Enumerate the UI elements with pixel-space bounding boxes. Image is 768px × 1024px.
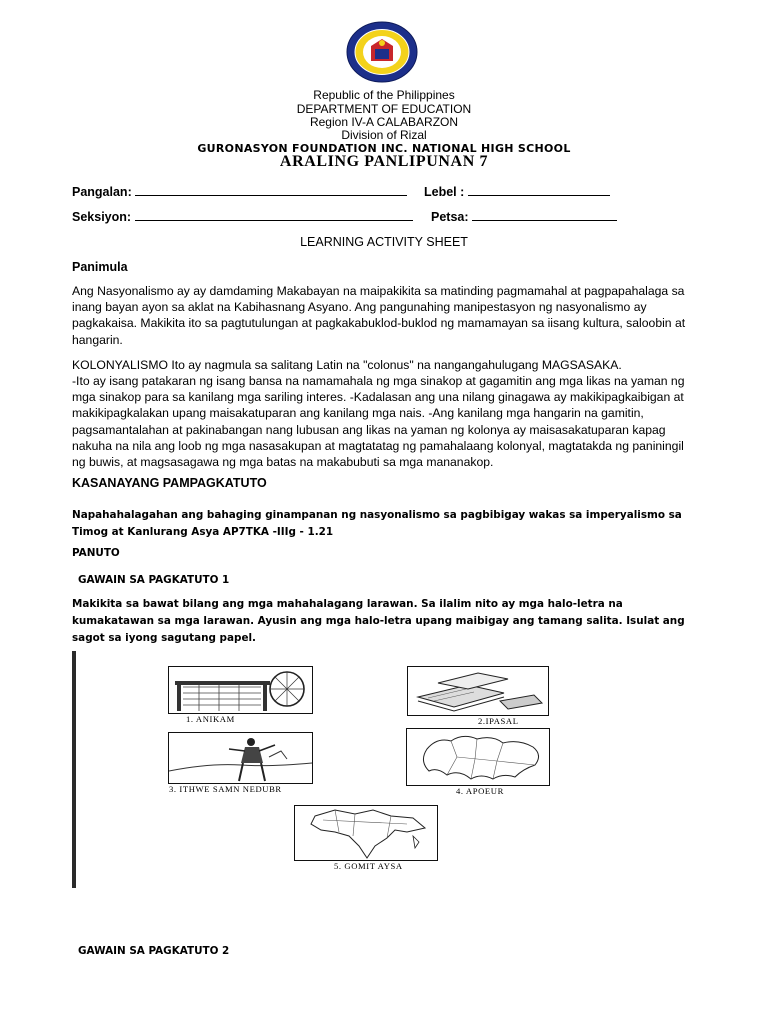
- header-division: Division of Rizal: [341, 128, 427, 142]
- panimula-paragraph-1: Ang Nasyonalismo ay ay damdaming Makabayan na maipakikita sa matinding pagmamahal at pagpapahalaga sa inang bayan ayon sa aklat na Kabihasnang Asyano. Ang pangunahing manipestasyon ng nasyonalismo ay pagkakaisa. Makikita ito sa pagtutulungan at pagkakabuklod-buklod ng mamamayan sa iisang kultura, saloobin at hangarin.: [72, 284, 686, 347]
- pangalan-line[interactable]: [135, 184, 407, 196]
- kolonyalismo-details: -Ito ay isang patakaran ng isang bansa na namamahala ng mga sinakop at gagamitin ang mga likas na yaman ng mga sinakop para sa kanilang mga sariling interes. -Kadalasan ang una nilang ginagawa ay makikipagkaibigan at makikipagkalakan upang maisakatuparan ang kanilang mga nais. -Ang kanilang mga hangarin na gamitin, pagsamantalahan at pakinabangan nang lubusan ang likas na yaman ng kolonya ay maisasakatuparan kapag nakuha na nila ang loob ng mga nasasakupan at magtatatag ng pamahalaang kolonyal, magtatakda ng paniningil ng buwis, at magsasagawa ng mga batas na makabubuti sa mga mananakop.: [72, 374, 685, 470]
- petsa-field: [431, 209, 617, 224]
- pangalan-label: Pangalan:: [72, 185, 132, 199]
- lebel-label: Lebel :: [424, 185, 465, 199]
- loom-image: [168, 666, 313, 714]
- papers-image: [407, 666, 549, 716]
- picture-panel: [72, 650, 680, 888]
- lebel-line[interactable]: [468, 184, 610, 196]
- deped-seal: [345, 21, 419, 83]
- header-department: DEPARTMENT OF EDUCATION: [296, 102, 472, 116]
- europe-map-image: [406, 728, 550, 786]
- subject-title: ARALING PANLIPUNAN 7: [279, 153, 489, 170]
- caption-5: 5. GOMIT AYSA: [334, 861, 403, 871]
- kolonyalismo-definition: KOLONYALISMO Ito ay nagmula sa salitang Latin na "colonus" na nangangahulugang MAGSASAKA.: [72, 358, 622, 372]
- gawain1-heading: GAWAIN SA PAGKATUTO 1: [78, 574, 230, 586]
- seksiyon-label: Seksiyon:: [72, 210, 132, 224]
- caption-4: 4. APOEUR: [456, 786, 504, 796]
- petsa-line[interactable]: [472, 209, 617, 221]
- gawain2-heading: GAWAIN SA PAGKATUTO 2: [78, 945, 230, 957]
- kasanayan-heading: KASANAYANG PAMPAGKATUTO: [72, 476, 267, 490]
- caption-3: 3. ITHWE SAMN NEDUBR: [169, 784, 282, 794]
- panimula-heading: Panimula: [72, 260, 128, 274]
- pangalan-field: [72, 184, 407, 199]
- caption-2: 2.IPASAL: [478, 716, 519, 726]
- south-asia-map-image: [294, 805, 438, 861]
- kasanayan-text: Napahahalagahan ang bahaging ginampanan ng nasyonalismo sa pagbibigay wakas sa imperyalismo sa Timog at Kanlurang Asya AP7TKA -IIIg - 1.21: [72, 509, 682, 538]
- gawain1-instructions: Makikita sa bawat bilang ang mga mahahalagang larawan. Sa ilalim nito ay mga halo-letra na kumakatawan sa mga larawan. Ayusin ang mga halo-letra upang maibigay ang tamang salita. Isulat ang sagot sa iyong sagutang papel.: [72, 598, 685, 644]
- lebel-field: [424, 184, 610, 199]
- petsa-label: Petsa:: [431, 210, 469, 224]
- panuto-heading: PANUTO: [72, 547, 120, 559]
- seksiyon-line[interactable]: [135, 209, 413, 221]
- seksiyon-field: [72, 209, 413, 224]
- header-region: Region IV-A CALABARZON: [309, 115, 459, 129]
- header-country: Republic of the Philippines: [313, 88, 455, 102]
- caption-1: 1. ANIKAM: [186, 714, 235, 724]
- man-image: [168, 732, 313, 784]
- sheet-title: LEARNING ACTIVITY SHEET: [300, 235, 468, 249]
- school-name: GURONASYON FOUNDATION INC. NATIONAL HIGH SCHOOL: [197, 142, 571, 155]
